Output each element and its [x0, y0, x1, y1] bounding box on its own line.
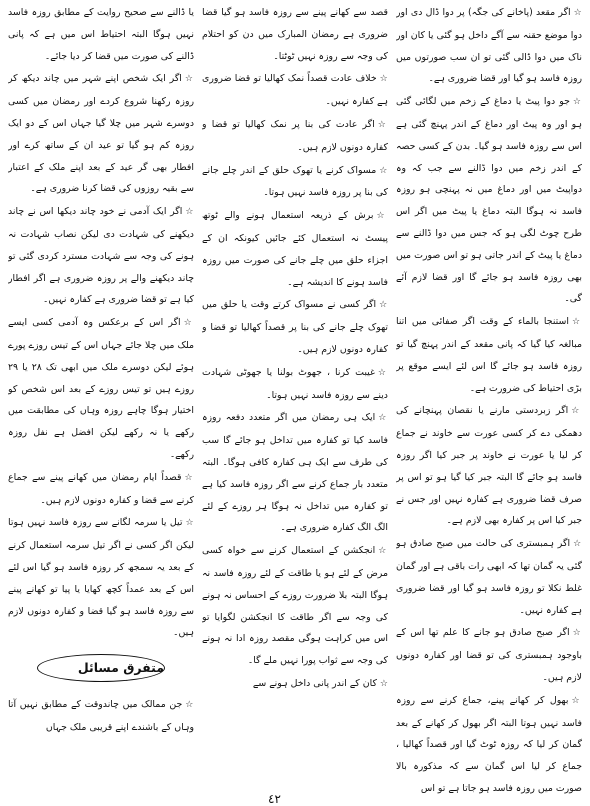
- paragraph: [202, 68, 388, 113]
- paragraph-text: اگر ہمبستری کی حالت میں صبح صادق ہو گئی یہ گمان تھا کہ ابھی رات باقی ہے اور گمان غلط نکلا تو روزہ فاسد ہو گیا اور قضا ضروری ہے کفارہ نہیں۔: [396, 538, 582, 616]
- paragraph-text: کان کے اندر پانی داخل ہونے سے: [252, 677, 377, 689]
- paragraph-text: اگر اس کے برعکس وہ آدمی کسی ایسے ملک میں چلا جائے جہاں اس کے تیس روزے پورے ہوئے لیکن دوسرے ملک میں ابھی تک ٢٨ یا ٢٩ روزے ہیں تو تیس روزے کے بعد اس شخص کو اختیار ہوگا چاہے روزہ وہاں کی مطابقت میں رکھے یا نہ رکھے لیکن افضل ہے نفل روزہ رکھے۔: [8, 317, 194, 460]
- star-bullet-icon: ☆: [573, 8, 582, 18]
- paragraph: [202, 160, 388, 205]
- star-bullet-icon: ☆: [572, 628, 582, 639]
- paragraph-text: اگر مقعد (پاخانے کی جگہ) پر دوا ڈال دی اور دوا موضع حقنہ سے آگے داخل ہو گئی یا کان اور ناک میں دوا ڈالی گئی تو ان سب صورتوں میں روزہ فاسد ہو گیا اور قضا ضروری ہے۔: [396, 7, 582, 85]
- star-bullet-icon: ☆: [185, 700, 194, 711]
- star-bullet-icon: ☆: [379, 165, 388, 176]
- paragraph-text: قصد سے کھانے پینے سے روزہ فاسد ہو گیا قضا ضروری ہے رمضان المبارک میں دن کو احتلام کی وجہ سے روزہ نہیں ٹوٹتا۔: [202, 7, 388, 62]
- paragraph: [396, 533, 582, 621]
- star-bullet-icon: ☆: [379, 678, 388, 689]
- star-bullet-icon: ☆: [377, 119, 388, 130]
- star-bullet-icon: ☆: [571, 695, 582, 706]
- paragraph: [202, 540, 388, 672]
- star-bullet-icon: ☆: [184, 74, 194, 85]
- star-bullet-icon: ☆: [379, 74, 388, 85]
- paragraph: [202, 114, 388, 159]
- paragraph-text: اگر زبردستی مارنے یا نقصان پہنچانے کی دھمکی دے کر کسی عورت سے خاوند نے جماع کر لیا یا عورت نے خاوند پر جبر کیا اگر روزہ فاسد ہو جائے گا البتہ جبر کیا گیا ہو تو اس پر صرف قضا ضروری ہے کفارہ نہیں اور جس نے جبر کیا اس پر کفارہ بھی لازم ہے۔: [396, 405, 582, 527]
- star-bullet-icon: ☆: [184, 472, 194, 483]
- paragraph: [396, 311, 582, 399]
- text-column-left: [8, 2, 194, 800]
- text-column-right: [396, 2, 582, 800]
- paragraph: [396, 2, 582, 90]
- paragraph: [396, 91, 582, 310]
- paragraph-text: ایک ہی رمضان میں اگر متعدد دفعہ روزہ فاسد کیا تو کفارہ میں تداخل ہو جائے گا سب کی طرف سے ایک ہی کفارہ کافی ہوگا۔ البتہ متعدد بار جماع کرنے سے اگر روزہ فاسد کیا ہے تو کفارہ میں تداخل نہ ہوگا ہر روزے کے لئے الگ الگ کفارہ ضروری ہے۔: [202, 412, 388, 534]
- paragraph-text: مسواک کرنے یا تھوک حلق کے اندر چلے جانے کی بنا پر روزہ فاسد نہیں ہوتا۔: [202, 164, 388, 199]
- star-bullet-icon: ☆: [378, 546, 388, 557]
- paragraph: [8, 467, 194, 512]
- section-heading: متفرق مسائل: [37, 654, 165, 682]
- paragraph: [202, 673, 388, 696]
- star-bullet-icon: ☆: [378, 413, 388, 424]
- paragraph: [202, 205, 388, 293]
- paragraph: [202, 294, 388, 360]
- paragraph-text: بھول کر کھانے پینے، جماع کرنے سے روزہ فاسد نہیں ہوتا البتہ اگر بھول کر کھانے کے بعد گمان کر لیا کہ روزہ ٹوٹ گیا اور قصداً کھالیا ، جماع کر لیا اس گمان سے کہ مذکورہ بالا صورت میں روزہ فاسد ہو جاتا ہے تو اس: [396, 694, 582, 794]
- star-bullet-icon: ☆: [572, 97, 582, 108]
- paragraph-text: جو دوا پیٹ یا دماغ کے زخم میں لگائی گئی ہو اور وہ پیٹ اور دماغ کے اندر پہنچ گئی ہے اس سے روزہ فاسد ہو گیا۔ بدن کے کسی حصہ کے اندر زخم میں دوا ڈالنے سے جب کہ وہ دواپیٹ میں اور دماغ میں نہ پہنچی ہو روزہ فاسد نہ ہوگا البتہ دماغ یا پیٹ میں اگر اس طرح چوٹ لگی ہو کہ جس میں دوا ڈالنے سے دماغ یا پیٹ کے اندر جاتی ہو تو اس صورت میں بھی روزہ فاسد ہو جائے گا اور قضا لازم آئے گی۔: [396, 96, 582, 305]
- paragraph-text: اگر ایک آدمی نے خود چاند دیکھا اس نے چاند دیکھنے کی شہادت دی لیکن نصاب شہادت نہ ہونے کی وجہ سے شہادت مسترد کردی گئی تو چاند دیکھنے والے پر روزہ ضروری ہے اگر افطار کیا ہے تو قضا ضروری ہے کفارہ نہیں۔: [8, 206, 194, 306]
- paragraph-text: استنجا بالماء کے وقت اگر صفائی میں اتنا مبالغہ کیا گیا کہ پانی مقعد کے اندر پہنچ گیا تو روزہ فاسد ہو جائے گا اس لئے ایسے موقع پر بڑی احتیاط کی ضرورت ہے۔: [396, 316, 582, 394]
- paragraph-text: برش کے ذریعہ استعمال ہونے والے ٹوتھ پیسٹ نہ استعمال کئے جائیں کیونکہ ان کے اجزاء حلق میں چلے جانے کی صورت میں روزہ فاسد ہونے کا اندیشہ ہے۔: [202, 210, 388, 288]
- paragraph-text: اگر عادت کی بنا پر نمک کھالیا تو قضا و کفارہ دونوں لازم ہیں۔: [202, 118, 388, 153]
- paragraph: [8, 68, 194, 200]
- paragraph-text: یا ڈالنے سے صحیح روایت کے مطابق روزہ فاسد نہیں ہوگا البتہ احتیاط اس میں ہے کہ پانی ڈالنے کی صورت میں قضا کر دیا جائے۔: [8, 7, 194, 62]
- star-bullet-icon: ☆: [571, 406, 582, 417]
- star-bullet-icon: ☆: [376, 211, 388, 222]
- paragraph-text: تیل یا سرمہ لگانے سے روزہ فاسد نہیں ہوتا لیکن اگر کسی نے اگر تیل سرمہ استعمال کرنے کے بعد یہ سمجھ کر روزہ فاسد ہو گیا اس لئے اس کے بعد عمداً کچھ کھایا یا پیا تو کھانے پینے سے روزہ فاسد ہو گیا قضا و کفارہ دونوں لازم ہیں۔: [8, 517, 194, 639]
- paragraph: [202, 362, 388, 407]
- star-bullet-icon: ☆: [573, 539, 582, 550]
- paragraph: [8, 312, 194, 466]
- star-bullet-icon: ☆: [185, 518, 194, 529]
- star-bullet-icon: ☆: [185, 207, 194, 218]
- paragraph-text: اگر ایک شخص اپنے شہر میں چاند دیکھ کر روزہ رکھنا شروع کردے اور رمضان میں کسی دوسرے شہر میں چلا گیا جہاں اس کے دو ایک روزہ کم ہو گیا تو عید ان کے ساتھ کرے اور افطار بھی گر عید کے بعد اپنے ملک کے اعتبار سے بقیہ روزوں کی قضا کرنا ضروری ہے۔: [8, 73, 194, 195]
- star-bullet-icon: ☆: [377, 367, 388, 378]
- paragraph: [8, 694, 194, 739]
- star-bullet-icon: ☆: [379, 300, 388, 311]
- paragraph: [396, 690, 582, 800]
- star-bullet-icon: ☆: [183, 318, 194, 329]
- paragraph-text: انجکشن کے استعمال کرنے سے خواہ کسی مرض کے لئے ہو یا طاقت کے لئے روزہ فاسد نہ ہوگا البتہ بلا ضرورت روزے کے احساس نہ ہونے کی وجہ سے اگر طاقت کا انجکشن لگوایا تو اس میں کراہت ہوگی مقصد روزہ ادا نہ ہونے کی وجہ سے ثواب پورا نہیں ملے گا۔: [202, 545, 388, 667]
- star-bullet-icon: ☆: [571, 317, 582, 328]
- paragraph-text: غیبت کرنا ، جھوٹ بولنا یا جھوٹی شہادت دینے سے روزہ فاسد نہیں ہوتا۔: [202, 366, 388, 401]
- paragraph-text: خلاف عادت قصداً نمک کھالیا تو قضا ضروری ہے کفارہ نہیں۔: [202, 73, 388, 108]
- paragraph-text: اگر صبح صادق ہو جانے کا علم تھا اس کے باوجود ہمبستری کی تو قضا اور کفارہ دونوں لازم ہیں۔: [396, 627, 582, 683]
- paragraph-text: جن ممالک میں چاندوقت کے مطابق نہیں آتا وہاں کے باشندے اپنے قریبی ملک جہاں: [8, 699, 194, 733]
- paragraph: [396, 400, 582, 532]
- paragraph: [8, 2, 194, 67]
- page-number: ٤٢: [268, 792, 281, 806]
- paragraph-text: اگر کسی نے مسواک کرتے وقت یا حلق میں تھوک چلے جانے کی بنا پر قصداً کھالیا تو قضا و کفارہ دونوں لازم ہیں۔: [202, 299, 388, 355]
- paragraph: [396, 622, 582, 688]
- paragraph: [8, 512, 194, 644]
- paragraph: [202, 407, 388, 539]
- paragraph-text: قصداً ایام رمضان میں کھانے پینے سے جماع کرنے سے قضا و کفارہ دونوں لازم ہیں۔: [8, 471, 194, 506]
- text-column-middle: [202, 2, 388, 800]
- paragraph: [8, 201, 194, 311]
- paragraph: [202, 2, 388, 67]
